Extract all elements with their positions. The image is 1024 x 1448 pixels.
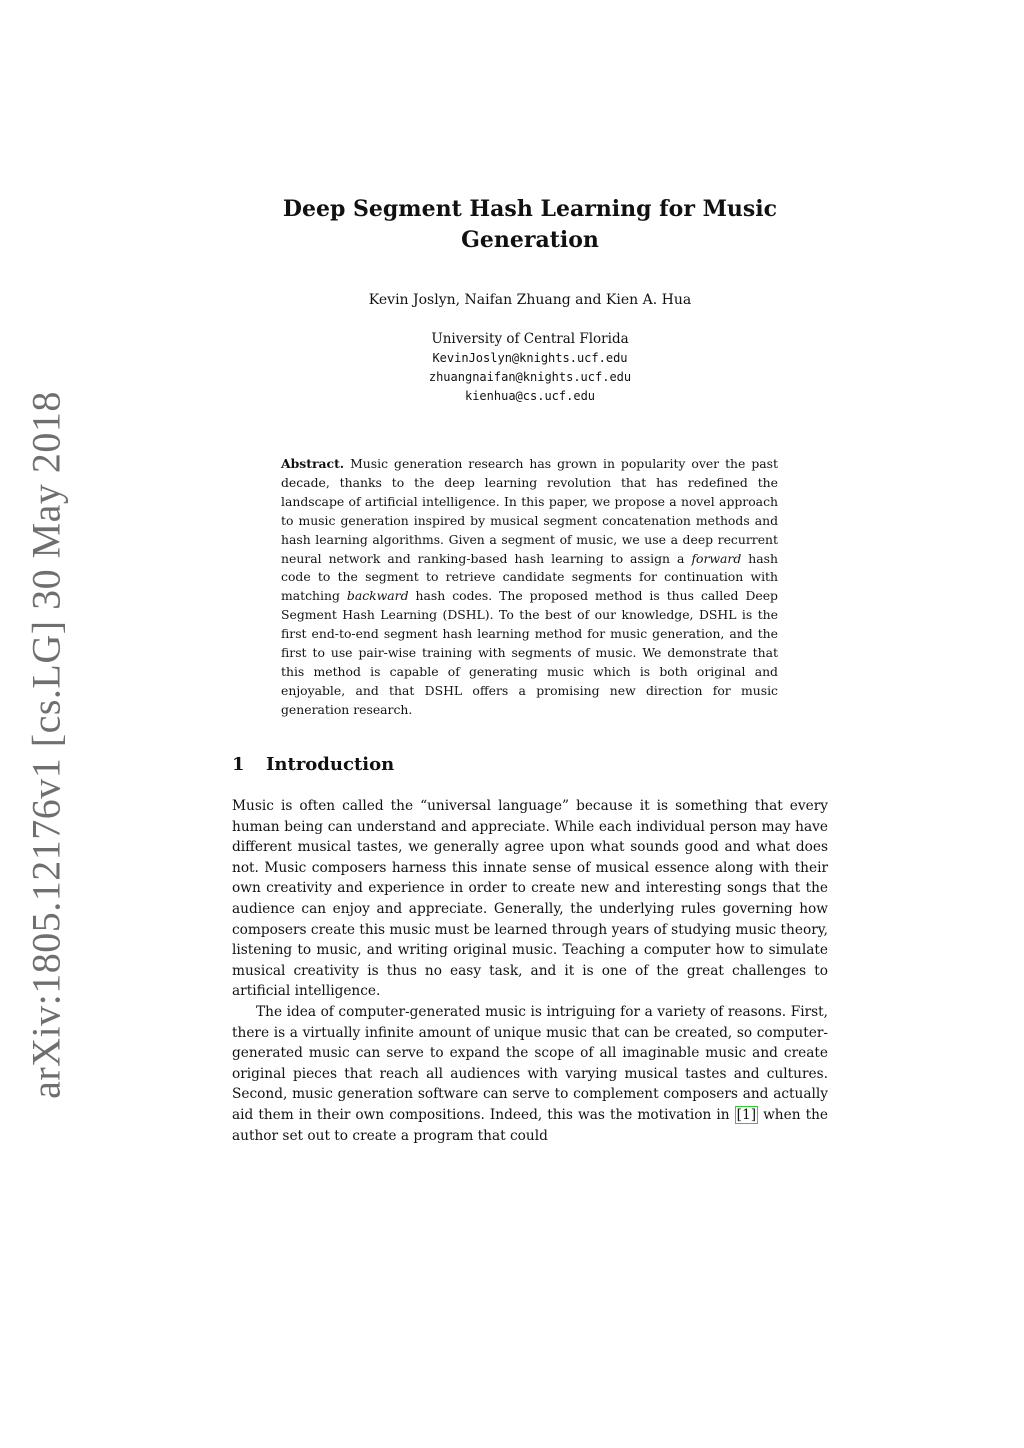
- abstract-label: Abstract.: [281, 456, 345, 471]
- paper-title: Deep Segment Hash Learning for Music Generation: [282, 196, 778, 253]
- email-address: zhuangnaifan@knights.ucf.edu: [428, 370, 632, 384]
- body-text: [232, 796, 828, 1146]
- abstract-text: hash code to the segment to retrieve candidate segments for continuation with matching: [281, 550, 778, 604]
- abstract-text: hash codes. The proposed method is thus called Deep Segment Hash Learning (DSHL). To the best of our knowledge, DSHL is the first end-to-end segment hash learning method for music generation, and the first to use pair-wise training with segments of music. We demonstrate that this method is capable of generating music which is both original and enjoyable, and that DSHL offers a promising new direction for music generation research.: [281, 588, 778, 717]
- affiliation-block: [232, 330, 828, 406]
- email-address: kienhua@cs.ucf.edu: [464, 389, 596, 403]
- abstract-emphasis-backward: backward: [346, 588, 409, 604]
- institution-name: University of Central Florida: [431, 331, 629, 347]
- paragraph-text: when the author set out to create a program that could: [232, 1106, 829, 1144]
- arxiv-identifier: arXiv:1805.12176v1 [cs.LG] 30 May 2018: [23, 391, 69, 1099]
- paragraph-text: The idea of computer-generated music is intriguing for a variety of reasons. First, there is a virtually infinite amount of unique music that can be created, so computer-generated music can serve to expand the scope of all imaginable music and create original pieces that reach all audiences with varying musical tastes and cultures. Second, music generation software can serve to complement composers and actually aid them in their own compositions. Indeed, this was the motivation in: [232, 1003, 828, 1123]
- section-number: 1: [232, 754, 245, 775]
- abstract-emphasis-forward: forward: [691, 550, 742, 566]
- body-paragraph: [232, 1002, 828, 1146]
- email-address: KevinJoslyn@knights.ucf.edu: [432, 351, 628, 365]
- abstract-block: [281, 455, 778, 720]
- abstract-text: Music generation research has grown in popularity over the past decade, thanks to the deep learning revolution that has redefined the landscape of artificial intelligence. In this paper, we propose a novel approach to music generation inspired by musical segment concatenation methods and hash learning algorithms. Given a segment of music, we use a deep recurrent neural network and ranking-based hash learning to assign a: [281, 456, 778, 566]
- section-heading: [232, 754, 394, 775]
- section-title: Introduction: [266, 754, 395, 775]
- body-paragraph: Music is often called the “universal language” because it is something that every human being can understand and appreciate. While each individual person may have different musical tastes, we generally agree upon what sounds good and what does not. Music composers harness this innate sense of musical essence along with their own creativity and experience in order to create new and interesting songs that the audience can enjoy and appreciate. Generally, the underlying rules governing how composers create this music must be learned through years of studying music theory, listening to music, and writing original music. Teaching a computer how to simulate musical creativity is thus no easy task, and it is one of the great challenges to artificial intelligence.: [232, 798, 828, 1000]
- author-list: Kevin Joslyn, Naifan Zhuang and Kien A. Hua: [368, 292, 692, 308]
- citation-link[interactable]: [1]: [736, 1106, 757, 1123]
